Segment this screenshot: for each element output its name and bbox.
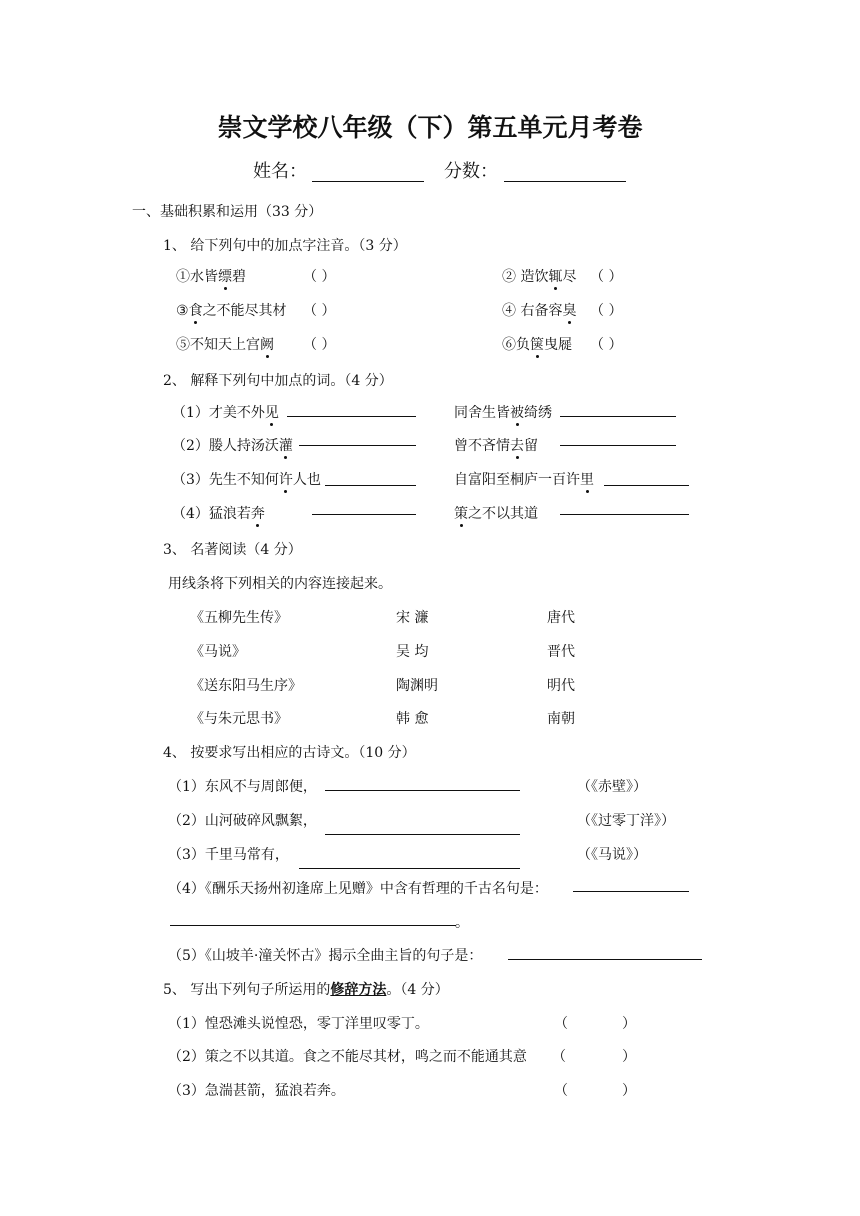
q4-blank-1[interactable] [325, 790, 520, 791]
question-5-heading: 5、 写出下列句子所运用的修辞方法。（4 分） [163, 982, 449, 998]
q3-author[interactable]: 吴 均 [396, 644, 429, 660]
q5-answer-3-open[interactable]: （ [554, 1083, 568, 1099]
q5-item-1: （1）惶恐滩头说惶恐，零丁洋里叹零丁。 [168, 1016, 429, 1032]
q1-answer-6[interactable]: （ ） [590, 337, 623, 353]
q2-item-3: （2）媵人持汤沃灌 [172, 438, 293, 454]
q1-item-6: ⑥负箧曳屣 [502, 337, 572, 353]
q3-work[interactable]: 《马说》 [190, 644, 246, 660]
q4-line-2: （2）山河破碎风飘絮， [168, 813, 317, 829]
q5-answer-3-close[interactable]: ） [622, 1083, 636, 1099]
q1-answer-4[interactable]: （ ） [590, 303, 623, 319]
question-1-heading: 1、 给下列句中的加点字注音。（3 分） [163, 238, 407, 254]
q4-blank-4a[interactable] [573, 891, 689, 892]
q2-blank-2[interactable] [560, 416, 676, 417]
score-label: 分数： [444, 161, 498, 182]
q3-work[interactable]: 《五柳先生传》 [190, 610, 288, 626]
q1-item-2: ② 造饮辄尽 [502, 269, 577, 285]
q1-answer-2[interactable]: （ ） [590, 269, 623, 285]
q2-blank-6[interactable] [604, 485, 689, 486]
question-4-heading: 4、 按要求写出相应的古诗文。（10 分） [163, 745, 416, 761]
q2-item-2: 同舍生皆被绮绣 [454, 405, 552, 421]
question-3-heading: 3、 名著阅读（4 分） [163, 542, 302, 558]
name-blank[interactable] [312, 181, 424, 182]
q4-line-4: （4）《酬乐天扬州初逢席上见赠》中含有哲理的千古名句是： [168, 881, 548, 897]
q1-item-3: ③食之不能尽其材 [176, 303, 287, 319]
q3-work[interactable]: 《送东阳马生序》 [190, 678, 302, 694]
q2-blank-8[interactable] [560, 514, 689, 515]
q2-item-8: 策之不以其道 [454, 506, 538, 522]
q3-author[interactable]: 陶渊明 [396, 678, 438, 694]
q2-blank-7[interactable] [312, 514, 416, 515]
q2-blank-5[interactable] [325, 485, 416, 486]
q3-instruction: 用线条将下列相关的内容连接起来。 [168, 576, 392, 592]
q1-item-5: ⑤不知天上宫阙 [176, 337, 274, 353]
question-2-heading: 2、 解释下列句中加点的词。（4 分） [163, 373, 393, 389]
q4-source-1: （《赤壁》） [577, 779, 647, 795]
q4-line-4-end: 。 [455, 915, 469, 931]
q3-dynasty[interactable]: 晋代 [547, 644, 575, 660]
q5-answer-2-close[interactable]: ） [622, 1049, 636, 1065]
q4-blank-3[interactable] [299, 868, 520, 869]
section-heading: 一、基础积累和运用（33 分） [132, 204, 323, 220]
q4-line-3: （3）千里马常有， [168, 847, 289, 863]
q1-item-1: ①水皆缥碧 [176, 269, 246, 285]
q2-blank-4[interactable] [560, 445, 676, 446]
q2-blank-3[interactable] [299, 445, 416, 446]
q1-answer-1[interactable]: （ ） [303, 269, 336, 285]
q5-item-3: （3）急湍甚箭，猛浪若奔。 [168, 1083, 345, 1099]
q2-blank-1[interactable] [287, 416, 416, 417]
q1-answer-3[interactable]: （ ） [303, 303, 336, 319]
score-blank[interactable] [504, 181, 626, 182]
page-title: 崇文学校八年级（下）第五单元月考卷 [217, 113, 643, 142]
q2-item-5: （3）先生不知何许人也 [172, 472, 321, 488]
q2-item-1: （1）才美不外见 [172, 405, 279, 421]
q4-blank-2[interactable] [325, 834, 520, 835]
q2-item-4: 曾不吝情去留 [454, 438, 538, 454]
q5-answer-1-close[interactable]: ） [622, 1016, 636, 1032]
q2-item-6: 自富阳至桐庐一百许里 [454, 472, 594, 488]
q4-line-1: （1）东风不与周郎便， [168, 779, 317, 795]
q4-line-5: （5）《山坡羊·潼关怀古》揭示全曲主旨的句子是： [168, 948, 483, 964]
q5-answer-1-open[interactable]: （ [554, 1016, 568, 1032]
q4-source-2: （《过零丁洋》） [577, 813, 675, 829]
q3-work[interactable]: 《与朱元思书》 [190, 711, 288, 727]
q3-author[interactable]: 韩 愈 [396, 711, 429, 727]
name-label: 姓名： [253, 161, 307, 182]
q4-source-3: （《马说》） [577, 847, 647, 863]
q4-blank-5[interactable] [508, 959, 702, 960]
q1-answer-5[interactable]: （ ） [303, 337, 336, 353]
q3-dynasty[interactable]: 南朝 [547, 711, 575, 727]
q3-dynasty[interactable]: 明代 [547, 678, 575, 694]
q5-item-2: （2）策之不以其道。食之不能尽其材，鸣之而不能通其意 [168, 1049, 527, 1065]
q1-item-4: ④ 右备容臭 [502, 303, 577, 319]
q5-answer-2-open[interactable]: （ [552, 1049, 566, 1065]
q4-blank-4b[interactable] [170, 925, 456, 926]
q2-item-7: （4）猛浪若奔 [172, 506, 265, 522]
q3-author[interactable]: 宋 濂 [396, 610, 429, 626]
q3-dynasty[interactable]: 唐代 [547, 610, 575, 626]
